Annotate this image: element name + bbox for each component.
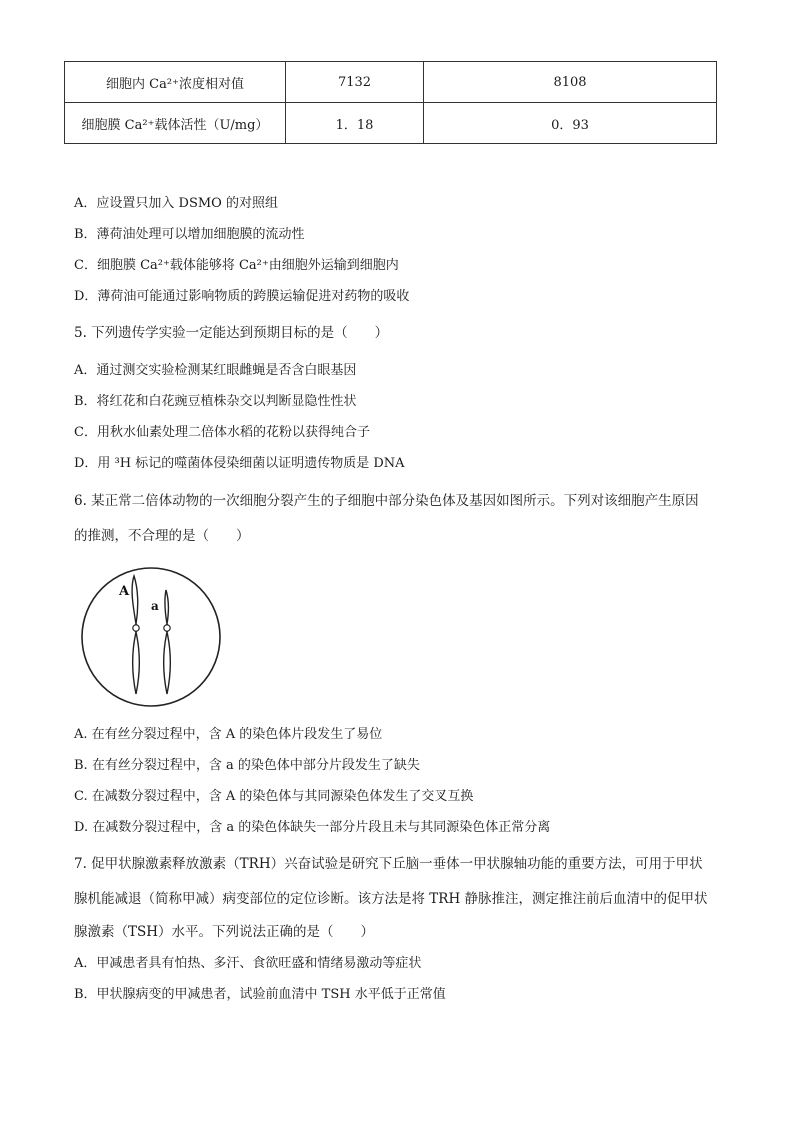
q5-option-c: C．用秋水仙素处理二倍体水稻的花粉以获得纯合子 (74, 425, 370, 440)
q5-option-d: D．用 ³H 标记的噬菌体侵染细菌以证明遗传物质是 DNA (74, 456, 405, 471)
table-cell-value: 8108 (424, 62, 717, 103)
q5-option-b: B．将红花和白花豌豆植株杂交以判断显隐性性状 (74, 394, 357, 409)
table-cell-label: 细胞膜 Ca²⁺载体活性（U/mg） (65, 103, 286, 144)
q6-stem-line2: 的推测，不合理的是（ ） (74, 528, 250, 544)
q7-stem-line1: 7. 促甲状腺激素释放激素（TRH）兴奋试验是研究下丘脑一垂体一甲状腺轴功能的重要方法，可用于甲状 (74, 856, 703, 872)
q4-option-c: C．细胞膜 Ca²⁺载体能够将 Ca²⁺由细胞外运输到细胞内 (74, 258, 399, 273)
q5-stem: 5. 下列遗传学实验一定能达到预期目标的是（ ） (74, 325, 389, 341)
gene-label-big: A (119, 584, 130, 599)
q6-option-c: C. 在减数分裂过程中，含 A 的染色体与其同源染色体发生了交叉互换 (74, 789, 474, 804)
q7-stem-line3: 腺激素（TSH）水平。下列说法正确的是（ ） (74, 924, 375, 940)
chromosome-a (132, 576, 139, 694)
chromosome-cell-figure (78, 566, 224, 708)
q4-option-b: B．薄荷油处理可以增加细胞膜的流动性 (74, 227, 305, 242)
q5-option-a: A．通过测交实验检测某红眼雌蝇是否含白眼基因 (74, 363, 357, 378)
table-row (65, 103, 717, 144)
q7-stem-line2: 腺机能减退（简称甲减）病变部位的定位诊断。该方法是将 TRH 静脉推注，测定推注前后血清中的促甲状 (74, 891, 708, 907)
data-table (64, 61, 717, 144)
q4-option-d: D．薄荷油可能通过影响物质的跨膜运输促进对药物的吸收 (74, 289, 410, 304)
q6-option-b: B. 在有丝分裂过程中，含 a 的染色体中部分片段发生了缺失 (74, 758, 420, 773)
table-cell-value: 0．93 (424, 103, 717, 144)
table-cell-value: 7132 (286, 62, 424, 103)
q4-option-a: A．应设置只加入 DSMO 的对照组 (74, 196, 278, 211)
q6-option-a: A. 在有丝分裂过程中，含 A 的染色体片段发生了易位 (74, 727, 383, 742)
centromere-icon (133, 625, 139, 631)
table-cell-label: 细胞内 Ca²⁺浓度相对值 (65, 62, 286, 103)
q6-option-d: D. 在减数分裂过程中，含 a 的染色体缺失一部分片段且未与其同源染色体正常分离 (74, 820, 551, 835)
q6-stem-line1: 6. 某正常二倍体动物的一次细胞分裂产生的子细胞中部分染色体及基因如图所示。下列对该细胞产生原因 (74, 493, 699, 509)
q7-option-a: A．甲减患者具有怕热、多汗、食欲旺盛和情绪易激动等症状 (74, 956, 422, 971)
q7-option-b: B．甲状腺病变的甲减患者，试验前血清中 TSH 水平低于正常值 (74, 987, 446, 1002)
gene-label-small: a (151, 599, 159, 613)
chromosome-small-a (164, 590, 171, 694)
table-cell-value: 1．18 (286, 103, 424, 144)
table-row (65, 62, 717, 103)
centromere-icon (164, 625, 170, 631)
